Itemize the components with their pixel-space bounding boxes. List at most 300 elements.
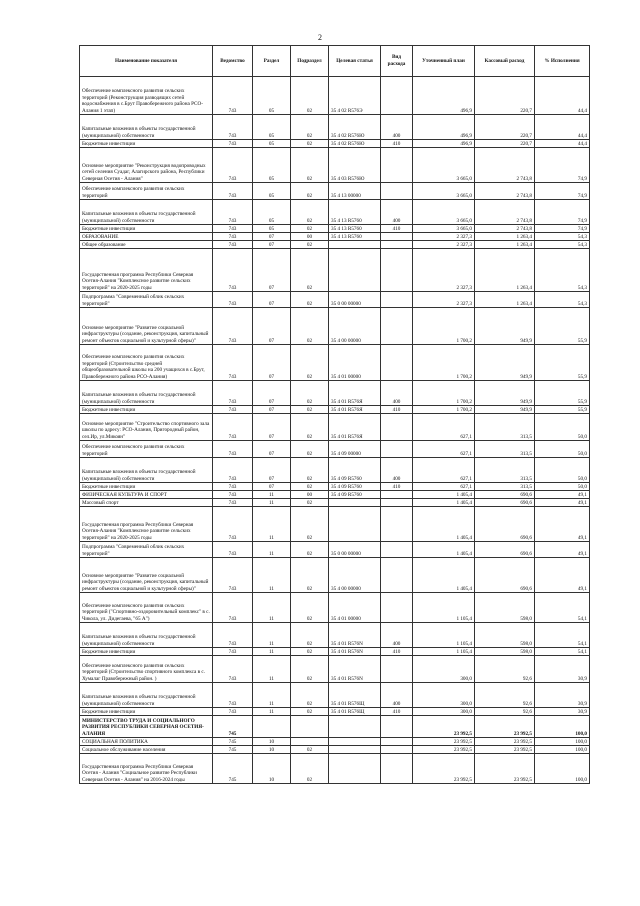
cell-name: Капитальные вложения в объекты государственной (муниципальной) собственности xyxy=(80,623,213,648)
cell-target: 35 4 01 R576Щ xyxy=(329,708,381,716)
table-row xyxy=(80,225,590,233)
cell-section: 07 xyxy=(253,414,291,441)
table-row xyxy=(80,746,590,754)
cell-exptype: 410 xyxy=(381,648,413,656)
cell-target xyxy=(329,738,381,746)
cell-dept: 743 xyxy=(213,345,253,381)
cell-subsection: 02 xyxy=(291,406,329,414)
table-row xyxy=(80,483,590,491)
cell-plan: 1 405,4 xyxy=(413,507,475,542)
cell-dept: 743 xyxy=(213,491,253,499)
cell-target: 35 4 01 R576N xyxy=(329,656,381,683)
cell-exptype xyxy=(381,542,413,558)
cell-percent: 100,0 xyxy=(535,738,590,746)
cell-plan: 496,9 xyxy=(413,77,475,115)
cell-section: 07 xyxy=(253,406,291,414)
cell-name: Обеспечение комплексного развития сельских территорий xyxy=(80,183,213,200)
cell-subsection: 02 xyxy=(291,200,329,225)
cell-subsection: 02 xyxy=(291,115,329,140)
cell-name: Основное мероприятие "Развитие социальной инфраструктуры (создание, реконструкция, капитальный ремонт объектов социальной и культурной сферы)" xyxy=(80,308,213,345)
table-row xyxy=(80,249,590,292)
table-row xyxy=(80,499,590,507)
cell-percent: 54,1 xyxy=(535,648,590,656)
cell-subsection: 02 xyxy=(291,708,329,716)
cell-section: 11 xyxy=(253,656,291,683)
cell-subsection xyxy=(291,716,329,738)
cell-dept: 745 xyxy=(213,716,253,738)
cell-subsection: 02 xyxy=(291,381,329,406)
cell-name: Основное мероприятие "Развитие социальной инфраструктуры (создание, реконструкция, капитальный ремонт объектов социальной и культурной сферы)" xyxy=(80,558,213,593)
cell-subsection: 02 xyxy=(291,542,329,558)
table-row xyxy=(80,491,590,499)
cell-name: Капитальные вложения в объекты государственной (муниципальной) собственности xyxy=(80,115,213,140)
cell-plan: 1 405,4 xyxy=(413,499,475,507)
cell-exptype: 410 xyxy=(381,483,413,491)
cell-subsection: 02 xyxy=(291,746,329,754)
cell-name: Капитальные вложения в объекты государственной (муниципальной) собственности xyxy=(80,683,213,708)
cell-subsection: 02 xyxy=(291,292,329,308)
header-subsection: Подраздел xyxy=(291,46,329,77)
cell-exptype xyxy=(381,491,413,499)
cell-exptype xyxy=(381,233,413,241)
cell-dept: 743 xyxy=(213,507,253,542)
cell-subsection: 02 xyxy=(291,183,329,200)
cell-percent: 50,0 xyxy=(535,414,590,441)
cell-name: Бюджетные инвестиции xyxy=(80,483,213,491)
cell-cash: 313,5 xyxy=(475,441,535,458)
cell-section: 11 xyxy=(253,558,291,593)
cell-section: 07 xyxy=(253,241,291,249)
cell-exptype xyxy=(381,308,413,345)
cell-percent: 50,0 xyxy=(535,441,590,458)
cell-target: 35 4 09 R5760 xyxy=(329,491,381,499)
cell-cash: 690,6 xyxy=(475,558,535,593)
cell-subsection: 02 xyxy=(291,483,329,491)
cell-name: Общее образование xyxy=(80,241,213,249)
cell-percent: 55,9 xyxy=(535,345,590,381)
cell-section: 11 xyxy=(253,542,291,558)
cell-plan: 627,1 xyxy=(413,414,475,441)
cell-dept: 743 xyxy=(213,406,253,414)
header-name: Наименование показателя xyxy=(80,46,213,77)
cell-target: 35 4 01 R576Я xyxy=(329,406,381,414)
header-target: Целевая статья xyxy=(329,46,381,77)
table-row xyxy=(80,406,590,414)
cell-exptype xyxy=(381,499,413,507)
cell-plan: 23 992,5 xyxy=(413,716,475,738)
header-exptype: Вид расхода xyxy=(381,46,413,77)
cell-target xyxy=(329,716,381,738)
cell-name: Государственная программа Республики Северная Осетия-Алания "Комплексное развитие сельских территорий" на 2020-2025 годы xyxy=(80,249,213,292)
cell-exptype xyxy=(381,746,413,754)
table-row xyxy=(80,656,590,683)
cell-target xyxy=(329,249,381,292)
cell-name: Основное мероприятие "Реконструкция водопроводных сетей селения Суадаг, Алагирского района, Республики Северная Осетия - Алания" xyxy=(80,148,213,183)
cell-cash: 949,9 xyxy=(475,406,535,414)
cell-cash: 690,6 xyxy=(475,542,535,558)
cell-subsection: 00 xyxy=(291,491,329,499)
cell-target: 35 4 01 00000 xyxy=(329,593,381,623)
cell-dept: 743 xyxy=(213,183,253,200)
cell-target: 35 4 02 R576Ю xyxy=(329,115,381,140)
cell-percent: 100,0 xyxy=(535,716,590,738)
cell-percent: 100,0 xyxy=(535,746,590,754)
cell-cash: 92,6 xyxy=(475,656,535,683)
cell-exptype: 410 xyxy=(381,140,413,148)
cell-percent: 54,1 xyxy=(535,593,590,623)
cell-percent: 54,3 xyxy=(535,249,590,292)
cell-percent: 30,9 xyxy=(535,683,590,708)
cell-plan: 1 700,2 xyxy=(413,381,475,406)
cell-target: 35 4 01 R576N xyxy=(329,648,381,656)
cell-plan: 300,0 xyxy=(413,708,475,716)
cell-subsection: 02 xyxy=(291,648,329,656)
table-row xyxy=(80,738,590,746)
cell-section: 11 xyxy=(253,708,291,716)
cell-target: 35 0 00 00000 xyxy=(329,292,381,308)
cell-section: 11 xyxy=(253,507,291,542)
cell-plan: 23 992,5 xyxy=(413,754,475,784)
cell-cash: 220,7 xyxy=(475,140,535,148)
cell-plan: 300,0 xyxy=(413,683,475,708)
cell-plan: 2 327,3 xyxy=(413,292,475,308)
cell-exptype: 400 xyxy=(381,458,413,483)
table-row xyxy=(80,542,590,558)
cell-subsection: 02 xyxy=(291,754,329,784)
cell-exptype xyxy=(381,441,413,458)
cell-cash: 1 263,4 xyxy=(475,249,535,292)
header-percent: % Исполнения xyxy=(535,46,590,77)
cell-cash: 23 992,5 xyxy=(475,746,535,754)
cell-percent: 54,1 xyxy=(535,623,590,648)
cell-subsection: 02 xyxy=(291,499,329,507)
cell-percent: 50,0 xyxy=(535,458,590,483)
table-row xyxy=(80,233,590,241)
cell-cash: 313,5 xyxy=(475,414,535,441)
cell-target: 35 4 00 00000 xyxy=(329,308,381,345)
cell-percent: 30,9 xyxy=(535,708,590,716)
header-plan: Уточненный план xyxy=(413,46,475,77)
cell-dept: 743 xyxy=(213,249,253,292)
cell-subsection: 02 xyxy=(291,241,329,249)
cell-cash: 1 263,4 xyxy=(475,292,535,308)
cell-exptype xyxy=(381,148,413,183)
table-row xyxy=(80,683,590,708)
table-row xyxy=(80,441,590,458)
cell-cash: 23 992,5 xyxy=(475,716,535,738)
cell-target: 35 4 01 R576Я xyxy=(329,381,381,406)
cell-name: Обеспечение комплексного развития сельских территорий (Строительство средней общеобразовательной школы на 200 учащихся в с.Брут, Правобережного района РСО-Алания) xyxy=(80,345,213,381)
cell-name: Социальное обслуживание населения xyxy=(80,746,213,754)
table-row xyxy=(80,241,590,249)
cell-target xyxy=(329,507,381,542)
cell-percent: 55,9 xyxy=(535,308,590,345)
cell-cash: 690,6 xyxy=(475,491,535,499)
cell-name: ФИЗИЧЕСКАЯ КУЛЬТУРА И СПОРТ xyxy=(80,491,213,499)
cell-subsection: 02 xyxy=(291,683,329,708)
cell-subsection: 02 xyxy=(291,345,329,381)
cell-exptype xyxy=(381,241,413,249)
cell-cash: 2 743,8 xyxy=(475,183,535,200)
table-row xyxy=(80,458,590,483)
cell-exptype xyxy=(381,345,413,381)
page-number: 2 xyxy=(318,33,322,42)
cell-name: Обеспечение комплексного развития сельских территорий (Реконструкция разводящих сетей водоснабжения в с.Брут Правобережного района РСО-Алания 1 этап) xyxy=(80,77,213,115)
cell-cash: 1 263,4 xyxy=(475,241,535,249)
cell-target: 35 4 01 R576Я xyxy=(329,414,381,441)
cell-name: Массовый спорт xyxy=(80,499,213,507)
cell-target: 35 4 01 R576N xyxy=(329,623,381,648)
cell-target: 35 4 02 R576Э xyxy=(329,77,381,115)
cell-cash: 2 743,8 xyxy=(475,200,535,225)
cell-target: 35 4 02 R576Ю xyxy=(329,140,381,148)
cell-section: 07 xyxy=(253,308,291,345)
cell-dept: 743 xyxy=(213,148,253,183)
table-row xyxy=(80,716,590,738)
cell-section: 07 xyxy=(253,458,291,483)
cell-cash: 92,6 xyxy=(475,683,535,708)
table-row xyxy=(80,593,590,623)
cell-section: 07 xyxy=(253,233,291,241)
cell-plan: 1 105,4 xyxy=(413,593,475,623)
table-row xyxy=(80,507,590,542)
cell-dept: 743 xyxy=(213,308,253,345)
cell-plan: 2 327,3 xyxy=(413,233,475,241)
cell-name: Государственная программа Республики Северная Осетия-Алания "Комплексное развитие сельских территорий" на 2020-2025 годы xyxy=(80,507,213,542)
cell-dept: 743 xyxy=(213,648,253,656)
budget-execution-table xyxy=(79,45,590,784)
cell-plan: 3 665,0 xyxy=(413,183,475,200)
cell-exptype: 400 xyxy=(381,200,413,225)
cell-target xyxy=(329,754,381,784)
cell-percent: 44,4 xyxy=(535,77,590,115)
table-row xyxy=(80,148,590,183)
cell-exptype xyxy=(381,414,413,441)
cell-percent: 49,1 xyxy=(535,542,590,558)
cell-dept: 743 xyxy=(213,381,253,406)
cell-dept: 743 xyxy=(213,241,253,249)
cell-cash: 949,9 xyxy=(475,381,535,406)
cell-exptype: 410 xyxy=(381,225,413,233)
cell-cash: 92,6 xyxy=(475,708,535,716)
cell-plan: 3 665,0 xyxy=(413,148,475,183)
table-row xyxy=(80,381,590,406)
cell-target: 35 4 09 00000 xyxy=(329,441,381,458)
cell-cash: 23 992,5 xyxy=(475,738,535,746)
cell-cash: 220,7 xyxy=(475,115,535,140)
cell-section: 11 xyxy=(253,648,291,656)
cell-percent: 74,9 xyxy=(535,225,590,233)
cell-subsection: 02 xyxy=(291,77,329,115)
cell-dept: 743 xyxy=(213,200,253,225)
cell-name: СОЦИАЛЬНАЯ ПОЛИТИКА xyxy=(80,738,213,746)
cell-name: ОБРАЗОВАНИЕ xyxy=(80,233,213,241)
cell-dept: 743 xyxy=(213,225,253,233)
cell-dept: 745 xyxy=(213,754,253,784)
cell-exptype: 400 xyxy=(381,381,413,406)
cell-target: 35 4 13 R5760 xyxy=(329,233,381,241)
cell-section xyxy=(253,716,291,738)
cell-target xyxy=(329,499,381,507)
cell-section: 07 xyxy=(253,483,291,491)
cell-dept: 743 xyxy=(213,292,253,308)
cell-section: 11 xyxy=(253,499,291,507)
cell-percent: 30,9 xyxy=(535,656,590,683)
cell-plan: 627,1 xyxy=(413,441,475,458)
cell-exptype xyxy=(381,738,413,746)
cell-plan: 1 700,2 xyxy=(413,308,475,345)
cell-section: 05 xyxy=(253,115,291,140)
cell-target: 35 4 01 R576Щ xyxy=(329,683,381,708)
cell-subsection: 02 xyxy=(291,148,329,183)
table-row xyxy=(80,345,590,381)
cell-exptype: 400 xyxy=(381,115,413,140)
cell-name: Обеспечение комплексного развития сельских территорий (Строительство спортивного комплекса в с. Хумалаг Правобережный район. ) xyxy=(80,656,213,683)
cell-target xyxy=(329,241,381,249)
cell-exptype xyxy=(381,77,413,115)
cell-subsection: 02 xyxy=(291,308,329,345)
cell-exptype xyxy=(381,656,413,683)
cell-dept: 743 xyxy=(213,140,253,148)
cell-section: 11 xyxy=(253,623,291,648)
cell-exptype: 400 xyxy=(381,683,413,708)
cell-plan: 23 992,5 xyxy=(413,738,475,746)
cell-percent: 74,9 xyxy=(535,200,590,225)
cell-name: Бюджетные инвестиции xyxy=(80,225,213,233)
cell-exptype: 400 xyxy=(381,623,413,648)
cell-name: Бюджетные инвестиции xyxy=(80,406,213,414)
cell-cash: 949,9 xyxy=(475,308,535,345)
cell-percent: 49,1 xyxy=(535,507,590,542)
cell-percent: 44,4 xyxy=(535,140,590,148)
cell-cash: 690,6 xyxy=(475,499,535,507)
cell-exptype: 410 xyxy=(381,708,413,716)
cell-plan: 1 700,2 xyxy=(413,406,475,414)
cell-dept: 743 xyxy=(213,458,253,483)
table-row xyxy=(80,754,590,784)
table-row xyxy=(80,140,590,148)
cell-dept: 743 xyxy=(213,542,253,558)
cell-exptype xyxy=(381,754,413,784)
cell-name: МИНИСТЕРСТВО ТРУДА И СОЦИАЛЬНОГО РАЗВИТИЯ РЕСПУБЛИКИ СЕВЕРНАЯ ОСЕТИЯ-АЛАНИЯ xyxy=(80,716,213,738)
cell-dept: 743 xyxy=(213,233,253,241)
table-row xyxy=(80,623,590,648)
cell-exptype: 410 xyxy=(381,406,413,414)
cell-name: Обеспечение комплексного развития сельских территорий xyxy=(80,441,213,458)
cell-dept: 743 xyxy=(213,656,253,683)
cell-subsection: 02 xyxy=(291,593,329,623)
table-row xyxy=(80,115,590,140)
cell-name: Государственная программа Республики Северная Осетия - Алания "Социальное развитие Республики Северная Осетия - Алания" на 2016-2024 годы xyxy=(80,754,213,784)
cell-target: 35 4 13 R5760 xyxy=(329,225,381,233)
cell-plan: 1 700,2 xyxy=(413,345,475,381)
cell-section: 11 xyxy=(253,683,291,708)
cell-percent: 55,9 xyxy=(535,381,590,406)
cell-dept: 743 xyxy=(213,77,253,115)
cell-subsection: 02 xyxy=(291,414,329,441)
cell-section: 11 xyxy=(253,491,291,499)
cell-cash: 313,5 xyxy=(475,483,535,491)
cell-section: 05 xyxy=(253,148,291,183)
header-section: Раздел xyxy=(253,46,291,77)
table-row xyxy=(80,308,590,345)
cell-plan: 1 405,4 xyxy=(413,558,475,593)
cell-cash: 220,7 xyxy=(475,77,535,115)
table-header-row xyxy=(80,46,590,77)
cell-percent: 54,3 xyxy=(535,241,590,249)
cell-dept: 743 xyxy=(213,499,253,507)
cell-target: 35 4 00 00000 xyxy=(329,558,381,593)
cell-name: Бюджетные инвестиции xyxy=(80,708,213,716)
table-row xyxy=(80,414,590,441)
cell-subsection: 00 xyxy=(291,233,329,241)
cell-percent: 54,3 xyxy=(535,233,590,241)
cell-cash: 598,0 xyxy=(475,623,535,648)
cell-name: Капитальные вложения в объекты государственной (муниципальной) собственности xyxy=(80,458,213,483)
cell-plan: 2 327,3 xyxy=(413,249,475,292)
cell-plan: 1 405,4 xyxy=(413,542,475,558)
cell-section: 07 xyxy=(253,249,291,292)
cell-dept: 743 xyxy=(213,683,253,708)
table-row xyxy=(80,648,590,656)
cell-dept: 743 xyxy=(213,708,253,716)
cell-section: 05 xyxy=(253,183,291,200)
cell-plan: 1 105,4 xyxy=(413,623,475,648)
cell-percent: 100,0 xyxy=(535,754,590,784)
cell-section: 07 xyxy=(253,381,291,406)
cell-plan: 3 665,0 xyxy=(413,225,475,233)
table-row xyxy=(80,183,590,200)
table-body xyxy=(80,77,590,784)
cell-section: 05 xyxy=(253,140,291,148)
cell-subsection: 02 xyxy=(291,249,329,292)
cell-section: 05 xyxy=(253,77,291,115)
cell-exptype xyxy=(381,183,413,200)
cell-plan: 627,1 xyxy=(413,483,475,491)
cell-exptype xyxy=(381,249,413,292)
cell-subsection: 02 xyxy=(291,458,329,483)
cell-subsection: 02 xyxy=(291,558,329,593)
cell-subsection: 02 xyxy=(291,225,329,233)
cell-section: 11 xyxy=(253,593,291,623)
cell-plan: 496,9 xyxy=(413,115,475,140)
cell-dept: 743 xyxy=(213,115,253,140)
cell-subsection: 02 xyxy=(291,441,329,458)
cell-dept: 745 xyxy=(213,746,253,754)
cell-exptype xyxy=(381,593,413,623)
cell-exptype xyxy=(381,716,413,738)
cell-exptype xyxy=(381,507,413,542)
cell-percent: 49,1 xyxy=(535,499,590,507)
cell-target: 35 4 09 R5760 xyxy=(329,458,381,483)
cell-target: 35 4 09 R5760 xyxy=(329,483,381,491)
cell-section: 05 xyxy=(253,225,291,233)
cell-name: Бюджетные инвестиции xyxy=(80,648,213,656)
cell-cash: 690,6 xyxy=(475,507,535,542)
cell-subsection: 02 xyxy=(291,623,329,648)
cell-target: 35 0 00 00000 xyxy=(329,542,381,558)
cell-dept: 743 xyxy=(213,483,253,491)
cell-subsection xyxy=(291,738,329,746)
cell-subsection: 02 xyxy=(291,140,329,148)
cell-name: Подпрограмма "Современный облик сельских территорий" xyxy=(80,292,213,308)
cell-cash: 1 263,4 xyxy=(475,233,535,241)
cell-name: Бюджетные инвестиции xyxy=(80,140,213,148)
table-row xyxy=(80,200,590,225)
table-row xyxy=(80,708,590,716)
table-row xyxy=(80,77,590,115)
cell-name: Основное мероприятие "Строительство спортивного зала школы по адресу: РСО-Алания, Пригородный район, сел.Ир, ул.Микоян" xyxy=(80,414,213,441)
